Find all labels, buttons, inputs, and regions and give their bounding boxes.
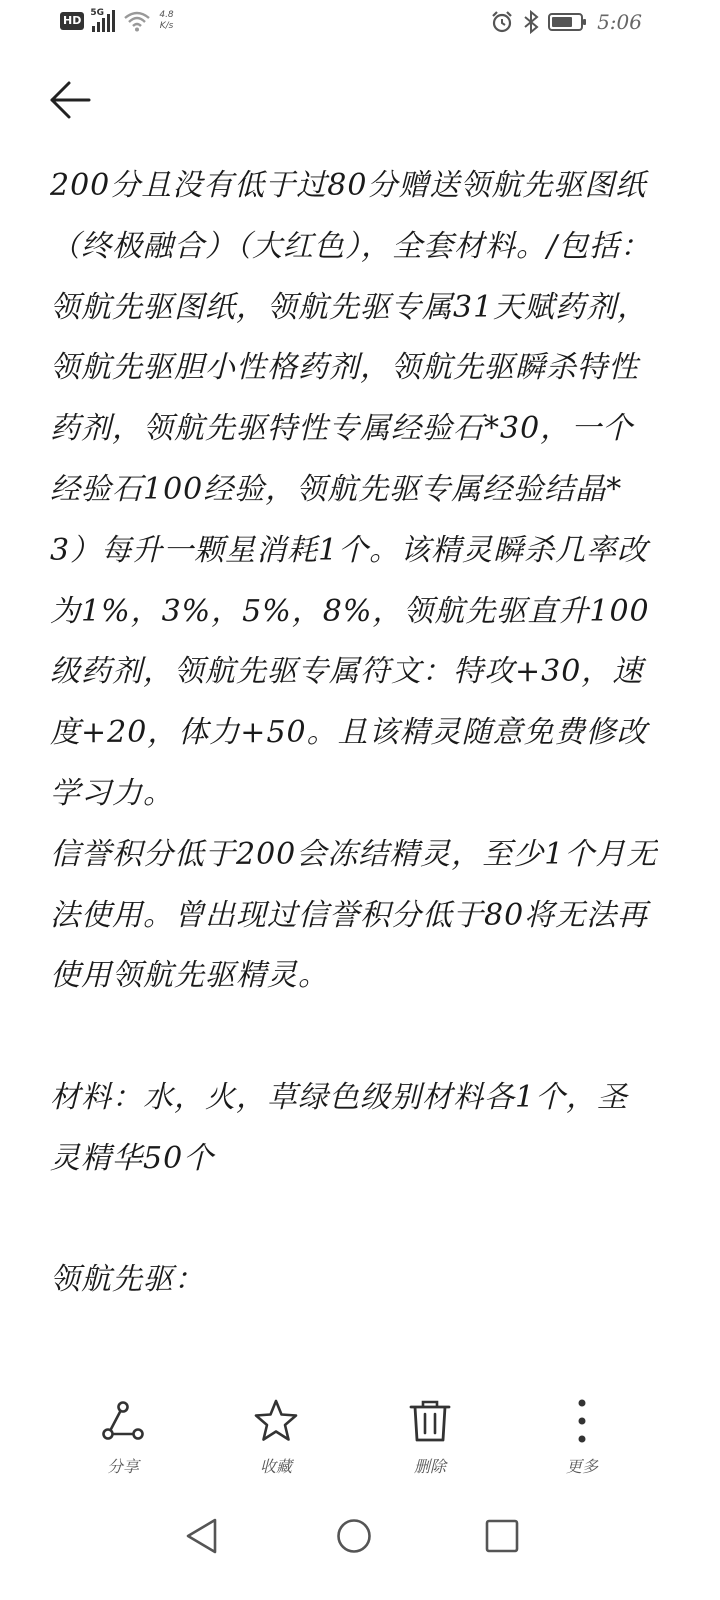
note-paragraph: 200分且没有低于过80分赠送领航先驱图纸（终极融合）（大红色），全套材料。/包括：领航先驱图纸，领航先驱专属31天赋药剂，领航先驱胆小性格药剂，领航先驱瞬杀特性药剂，领航先驱特性专属经验石*30，一个经验石100经验，领航先驱专属经验结晶*3）每升一颗星消耗1个。该精灵瞬杀几率改为1%，3%，5%，8%，领航先驱直升100级药剂，领航先驱专属符文：特攻+30，速度+20，体力+50。且该精灵随意免费修改学习力。 (50, 168, 652, 811)
network-speed-value: 4.8 (159, 10, 174, 20)
note-paragraph: 材料：水，火，草绿色级别材料各1个，圣灵精华50个 (50, 1079, 629, 1176)
hd-badge: HD (60, 12, 84, 30)
note-paragraph (50, 1190, 658, 1251)
square-recents-icon (484, 1518, 520, 1558)
favorite-button[interactable] (221, 1396, 331, 1486)
circle-home-icon (335, 1517, 373, 1559)
triangle-back-icon (184, 1517, 220, 1559)
share-label: 分享 (106, 1457, 139, 1476)
status-left-group (60, 10, 174, 32)
trash-icon (408, 1396, 452, 1446)
action-bar (0, 1386, 720, 1490)
star-icon (253, 1396, 299, 1446)
wifi-icon (123, 10, 151, 32)
back-button[interactable] (44, 78, 96, 126)
note-paragraph (50, 1007, 658, 1068)
status-right-group (490, 10, 642, 34)
share-button[interactable] (68, 1396, 178, 1486)
more-label: 更多 (565, 1457, 598, 1476)
nav-home-button[interactable] (324, 1508, 384, 1568)
more-vertical-icon (575, 1396, 589, 1446)
nav-recents-button[interactable] (472, 1508, 532, 1568)
status-bar (0, 0, 720, 48)
back-arrow-icon (49, 80, 91, 124)
network-type-label: 5G (90, 8, 104, 18)
alarm-icon (490, 10, 514, 34)
system-nav-bar (0, 1494, 720, 1600)
note-paragraph: 信誉积分低于200会冻结精灵，至少1个月无法使用。曾出现过信誉积分低于80将无法再使用领航先驱精灵。 (50, 836, 658, 994)
clock: 5:06 (597, 10, 642, 34)
battery-icon (548, 11, 588, 33)
network-speed (159, 10, 173, 32)
delete-label: 删除 (413, 1457, 446, 1476)
favorite-label: 收藏 (259, 1457, 292, 1476)
note-paragraph: 领航先驱： (50, 1262, 205, 1298)
more-button[interactable] (527, 1396, 637, 1486)
nav-back-button[interactable] (172, 1508, 232, 1568)
delete-button[interactable] (375, 1396, 485, 1486)
cellular-signal-icon (92, 10, 115, 32)
share-icon (101, 1396, 145, 1446)
network-speed-unit: K/s (159, 21, 174, 31)
bluetooth-icon (523, 10, 539, 34)
note-body[interactable] (50, 156, 658, 1381)
content-fade (0, 1350, 720, 1390)
